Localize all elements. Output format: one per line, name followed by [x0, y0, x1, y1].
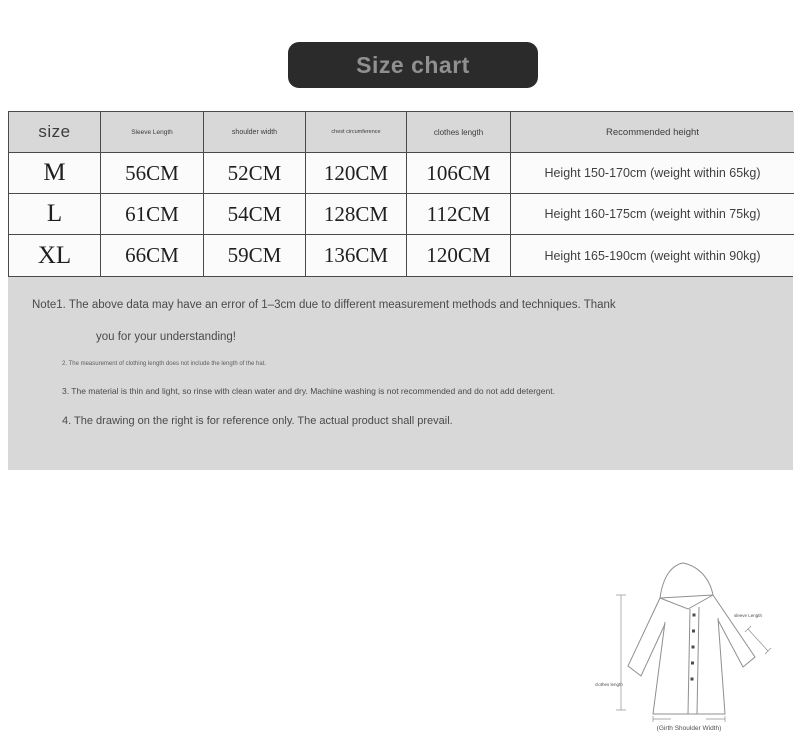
size-xl-shoulder: 59CM	[204, 235, 306, 276]
notes-panel	[8, 277, 793, 732]
size-m-chest: 120CM	[306, 153, 407, 194]
size-l-shoulder: 54CM	[204, 194, 306, 235]
hood-outline	[660, 563, 713, 598]
button-5	[691, 678, 694, 681]
button-2	[692, 630, 695, 633]
note-2: 2. The measurement of clothing length does not include the length of the hat.	[62, 361, 267, 367]
size-xl-label: XL	[9, 235, 101, 276]
button-1	[693, 614, 696, 617]
size-m-sleeve: 56CM	[101, 153, 204, 194]
hood-opening-line	[660, 595, 713, 598]
size-table	[8, 111, 793, 277]
sleeve-length-dim-line	[748, 629, 768, 651]
size-l-chest: 128CM	[306, 194, 407, 235]
note-1-line-2: you for your understanding!	[96, 331, 237, 343]
size-xl-chest: 136CM	[306, 235, 407, 276]
col-header-sleeve-length: Sleeve Length	[101, 112, 204, 153]
col-header-chest-circumference: chest circumference	[306, 112, 407, 153]
size-m-label: M	[9, 153, 101, 194]
size-m-clothes: 106CM	[407, 153, 511, 194]
size-m-shoulder: 52CM	[204, 153, 306, 194]
size-l-label: L	[9, 194, 101, 235]
button-4	[691, 662, 694, 665]
size-xl-height: Height 165-190cm (weight within 90kg)	[511, 235, 794, 276]
size-l-sleeve: 61CM	[101, 194, 204, 235]
col-header-shoulder-width: shoulder width	[204, 112, 306, 153]
girth-label: (Girth Shoulder Width)	[656, 725, 722, 732]
placket-right-line	[697, 607, 699, 714]
clothes-length-label: clothes length	[595, 682, 623, 687]
note-4: 4. The drawing on the right is for reference only. The actual product shall prevail.	[62, 415, 453, 427]
col-header-size: size	[9, 112, 101, 153]
col-header-clothes-length: clothes length	[407, 112, 511, 153]
size-chart-title-banner	[288, 42, 538, 88]
page-title: Size chart	[356, 51, 470, 78]
button-3	[692, 646, 695, 649]
note-1-line-1: Note1. The above data may have an error of 1–3cm due to different measurement methods and techniques. Thank	[32, 299, 616, 311]
size-m-height: Height 150-170cm (weight within 65kg)	[511, 153, 794, 194]
size-xl-sleeve: 66CM	[101, 235, 204, 276]
size-l-clothes: 112CM	[407, 194, 511, 235]
note-3: 3. The material is thin and light, so rinse with clean water and dry. Machine washing is not recommended and do not add detergent.	[62, 386, 555, 396]
col-header-recommended-height: Recommended height	[511, 112, 794, 153]
placket-left-line	[688, 609, 690, 714]
raincoat-diagram	[593, 562, 800, 742]
size-l-height: Height 160-175cm (weight within 75kg)	[511, 194, 794, 235]
size-xl-clothes: 120CM	[407, 235, 511, 276]
sleeve-length-label: sleeve Length	[734, 613, 763, 618]
